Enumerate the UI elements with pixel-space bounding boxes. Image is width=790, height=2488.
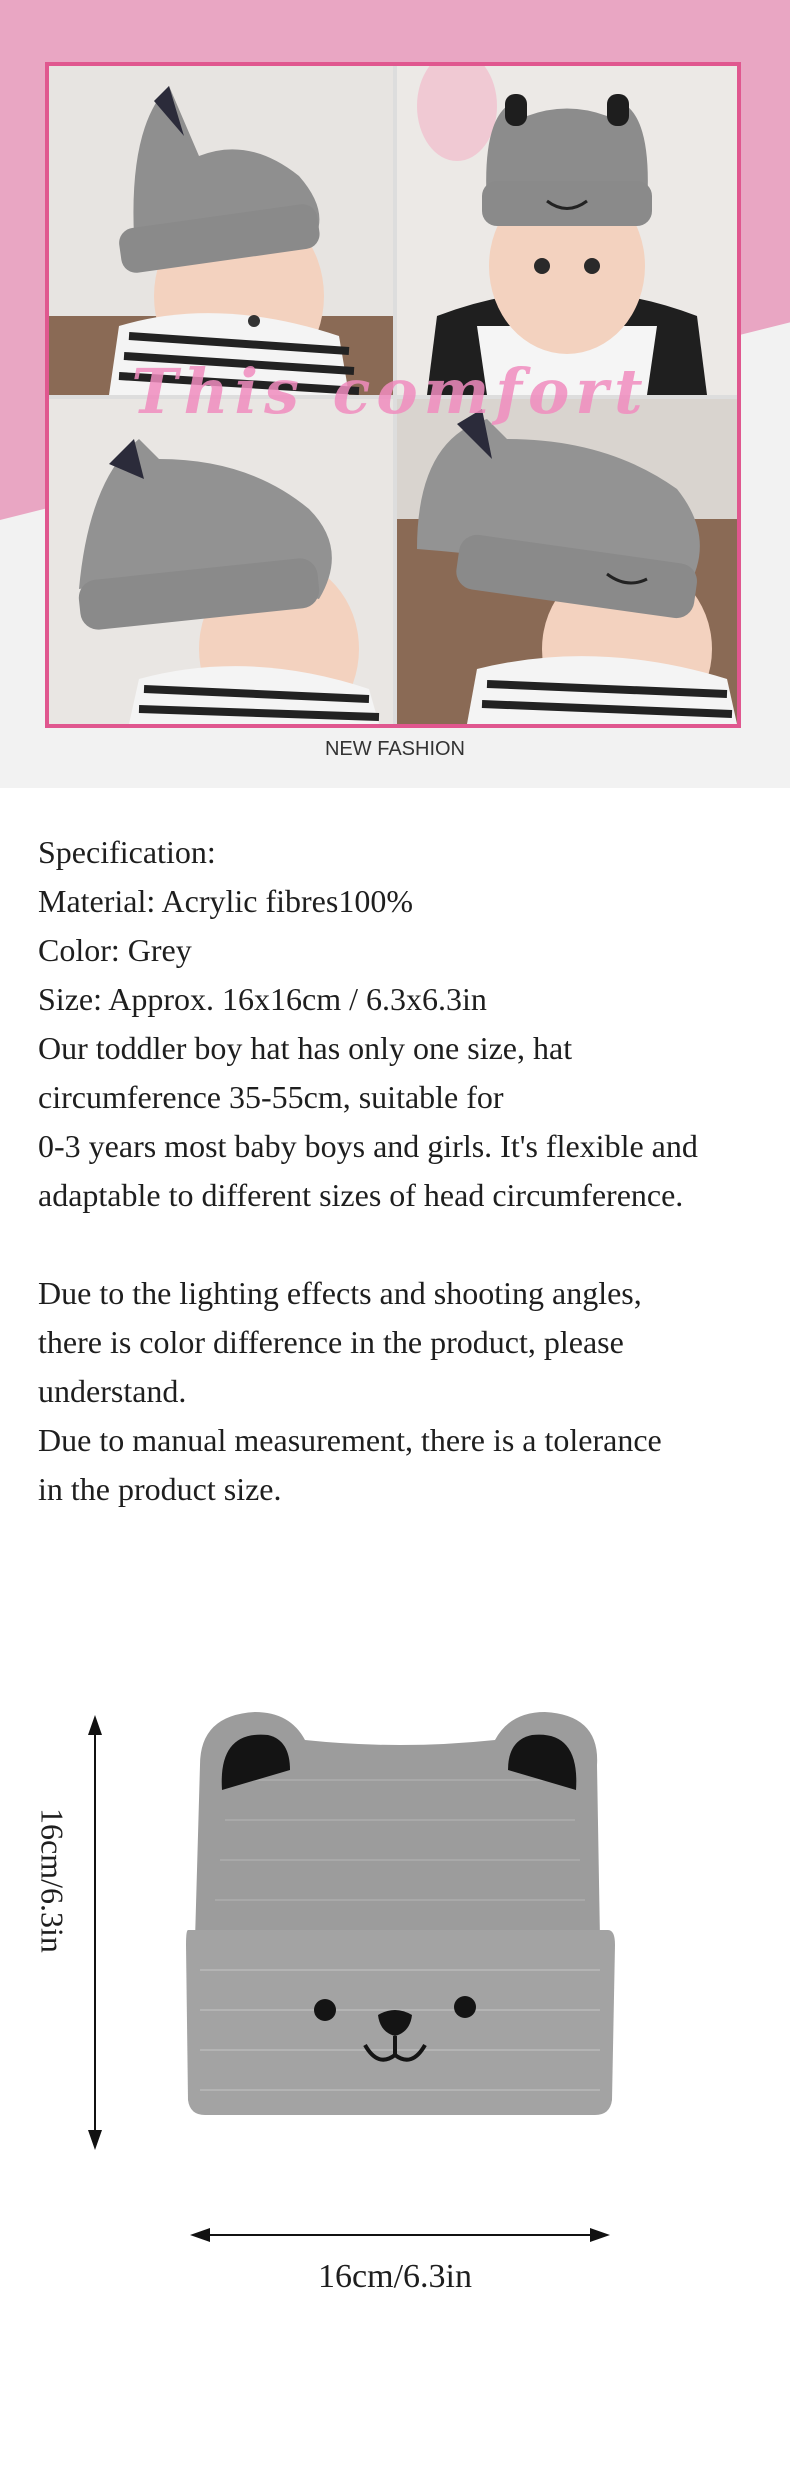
- overlay-slogan: This comfort: [131, 355, 649, 428]
- product-dimension-image: [0, 1600, 790, 2360]
- spec-line: 0-3 years most baby boys and girls. It's flexible and: [38, 1128, 698, 1164]
- height-dimension-label: 16cm/6.3in: [34, 1807, 71, 1953]
- note-line: in the product size.: [38, 1471, 282, 1507]
- note-line: Due to the lighting effects and shooting angles,: [38, 1275, 642, 1311]
- hero-banner: [0, 0, 790, 788]
- spec-line: circumference 35-55cm, suitable for: [38, 1079, 504, 1115]
- spec-line: Material: Acrylic fibres100%: [38, 883, 413, 919]
- spec-line: Our toddler boy hat has only one size, hat: [38, 1030, 573, 1066]
- width-dimension-label: 16cm/6.3in: [318, 2258, 472, 2295]
- spec-line: Specification:: [38, 834, 216, 870]
- hero-caption: NEW FASHION: [324, 738, 465, 760]
- spec-line: adaptable to different sizes of head circumference.: [38, 1177, 684, 1213]
- photo-baby-front: [397, 66, 737, 395]
- hat-illustration: [0, 1600, 790, 2360]
- note-line: there is color difference in the product, please: [38, 1324, 624, 1360]
- note-line: understand.: [38, 1373, 187, 1409]
- specification-text: [38, 828, 778, 1514]
- photo-baby-side-3: [397, 399, 737, 724]
- photo-baby-side-1: [49, 66, 393, 395]
- spacer: [38, 1220, 778, 1269]
- spec-line: Size: Approx. 16x16cm / 6.3x6.3in: [38, 981, 487, 1017]
- photo-baby-side-2: [49, 399, 393, 724]
- spec-line: Color: Grey: [38, 932, 192, 968]
- note-line: Due to manual measurement, there is a tolerance: [38, 1422, 662, 1458]
